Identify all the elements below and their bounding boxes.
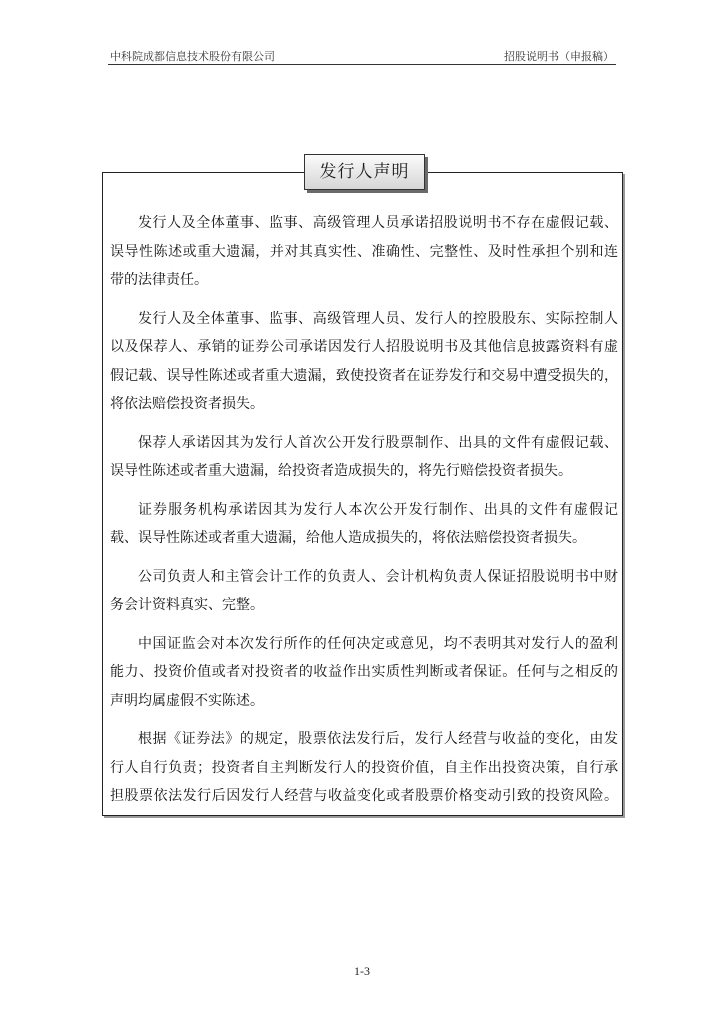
page-number: 1-3 [354, 964, 370, 978]
section-title-box [304, 154, 425, 190]
text-line: 误导性陈述或重大遗漏，并对其真实性、准确性、完整性、及时性承担个别和连 [110, 243, 618, 260]
text-line: 带的法律责任。 [110, 272, 208, 288]
header-company-name: 中科院成都信息技术股份有限公司 [110, 50, 275, 63]
statement-paragraph [110, 725, 618, 811]
text-line: 公司负责人和主管会计工作的负责人、会计机构负责人保证招股说明书中财 [138, 568, 618, 585]
text-line: 误导性陈述或者重大遗漏，给投资者造成损失的，将先行赔偿投资者损失。 [110, 463, 572, 479]
text-line: 声明均属虚假不实陈述。 [110, 692, 264, 709]
text-line: 假记载、误导性陈述或者重大遗漏，致使投资者在证券发行和交易中遭受损失的， [110, 367, 618, 384]
text-line: 将依法赔偿投资者损失。 [110, 396, 264, 412]
text-line: 以及保荐人、承销的证券公司承诺因发行人招股说明书及其他信息披露资料有虚 [110, 339, 618, 355]
text-line: 务会计资料真实、完整。 [110, 597, 264, 613]
text-line: 发行人及全体董事、监事、高级管理人员承诺招股说明书不存在虚假记载、 [138, 215, 618, 231]
text-line: 载、误导性陈述或者重大遗漏，给他人造成损失的，将依法赔偿投资者损失。 [110, 530, 586, 546]
text-line: 证券服务机构承诺因其为发行人本次公开发行制作、出具的文件有虚假记 [138, 501, 618, 518]
statement-paragraph [110, 630, 618, 716]
statement-paragraph [110, 429, 618, 486]
text-line: 担股票依法发行后因发行人经营与收益变化或者股票价格变动引致的投资风险。 [110, 788, 618, 804]
statement-paragraph [110, 305, 618, 419]
text-line: 保荐人承诺因其为发行人首次公开发行股票制作、出具的文件有虚假记载、 [138, 434, 618, 451]
statement-body [110, 209, 618, 811]
statement-paragraph [110, 209, 618, 295]
statement-paragraph [110, 563, 618, 620]
header-rule [108, 64, 616, 65]
statement-paragraph [110, 496, 618, 553]
text-line: 行人自行负责；投资者自主判断发行人的投资价值，自主作出投资决策，自行承 [110, 759, 618, 776]
section-title: 发行人声明 [319, 162, 410, 182]
text-line: 能力、投资价值或者对投资者的收益作出实质性判断或者保证。任何与之相反的 [110, 664, 618, 680]
text-line: 发行人及全体董事、监事、高级管理人员、发行人的控股股东、实际控制人 [138, 310, 618, 327]
text-line: 中国证监会对本次发行所作的任何决定或意见，均不表明其对发行人的盈利 [138, 635, 618, 652]
text-line: 根据《证券法》的规定，股票依法发行后，发行人经营与收益的变化，由发 [138, 731, 618, 747]
header-document-title: 招股说明书（申报稿） [504, 50, 614, 63]
